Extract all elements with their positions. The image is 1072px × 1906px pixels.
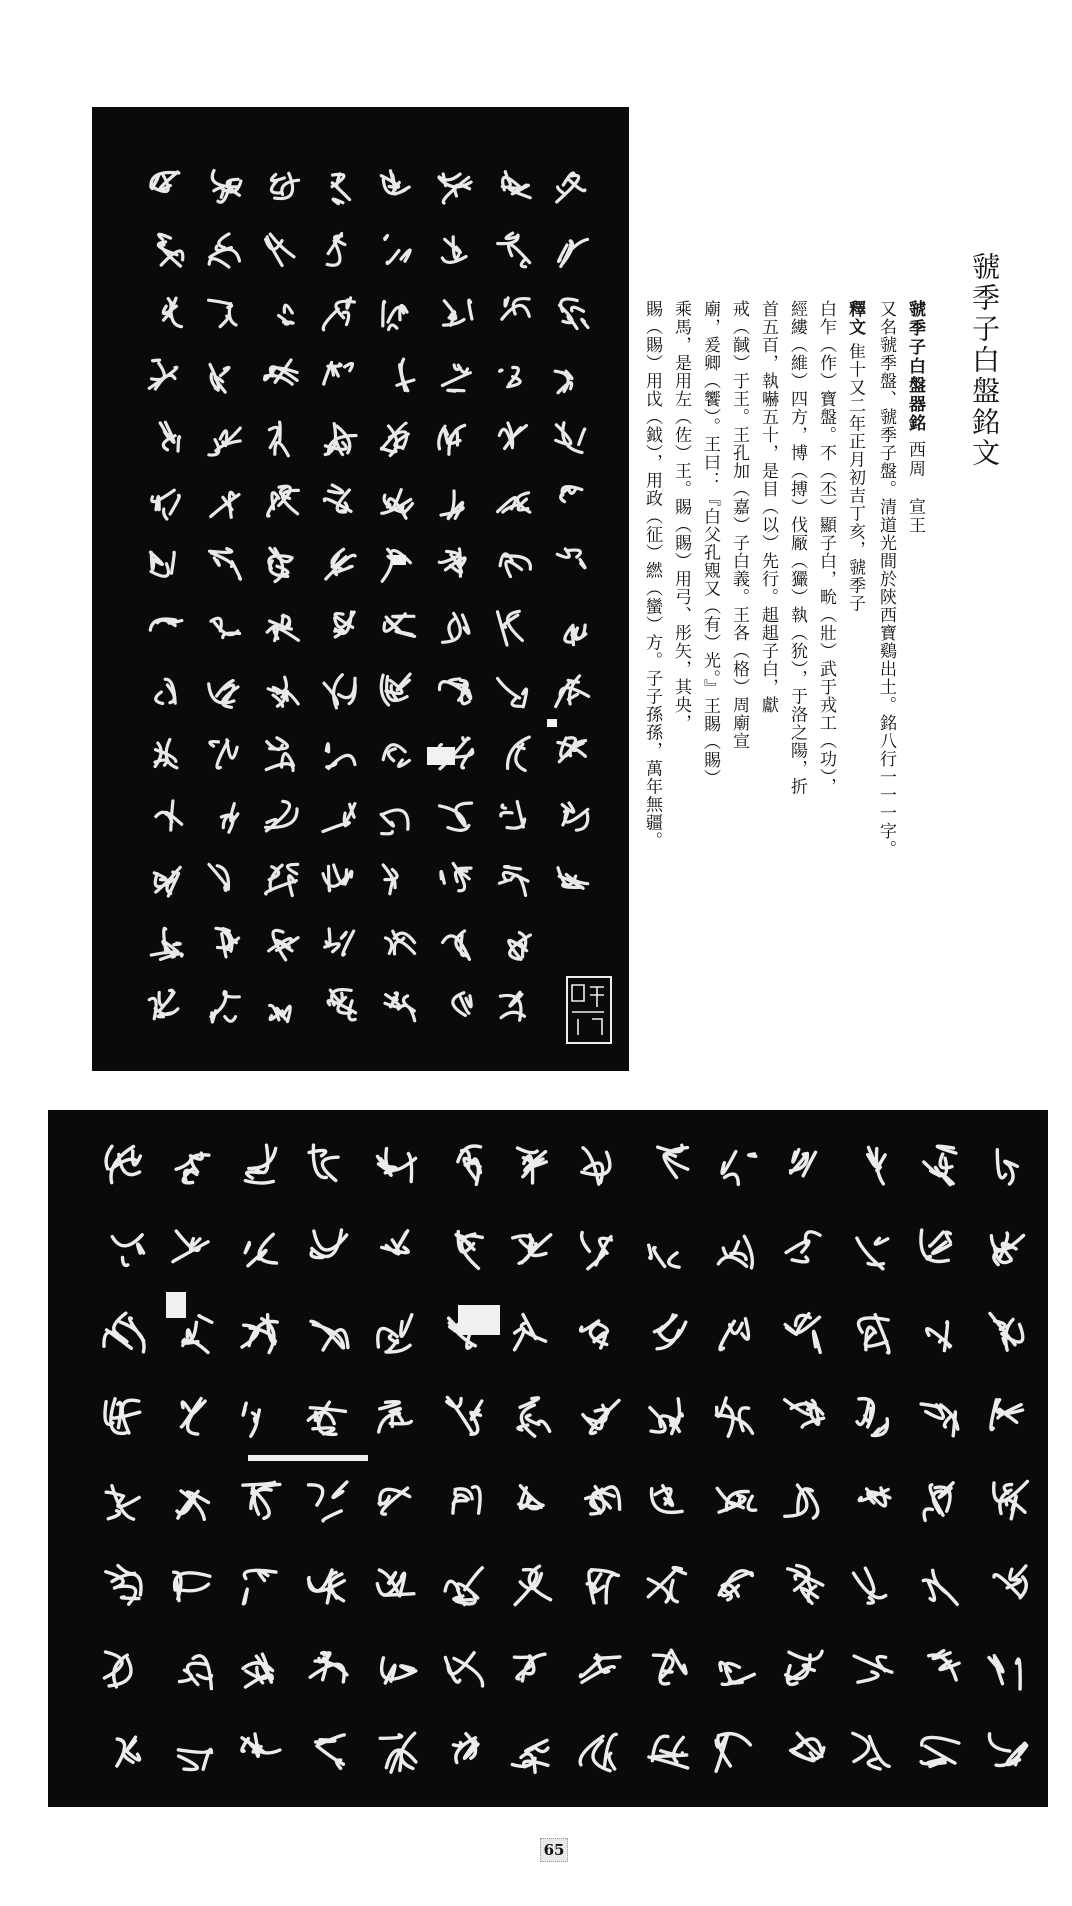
rubbing-glyph [268,486,299,516]
rubbing-glyph [332,174,350,204]
rubbing-glyph [456,1232,482,1269]
rubbing-glyph [556,423,585,453]
transcription-line-3: 經縷（維）四方，博（搏）伐厰（玁）執（狁），于洛之陽，折 [787,300,807,796]
rubbing-glyph [154,867,180,896]
rubbing-glyph [383,865,397,894]
rubbing-glyph [442,365,470,391]
rubbing-glyph [562,803,588,830]
rubbing-glyph [582,1233,612,1269]
rubbing-glyph [854,1656,892,1682]
rubbing-glyph [649,1245,679,1267]
rubbing-glyph [788,1566,823,1604]
rubbing-glyph [439,549,465,576]
rubbing-glyph [857,1238,888,1269]
rubbing-glyph [328,990,356,1020]
rubbing-glyph [221,804,238,833]
rubbing-glyph [385,993,415,1021]
rubbing-glyph [439,174,471,203]
transcription-line-8: 賜（賜）用戉（鉞），用政（征）繎（蠻）方。子子孫孫，萬年無疆。 [642,300,662,850]
rubbing-glyph [386,931,415,954]
rubbing-glyph [379,1488,410,1514]
rubbing-glyph [174,1572,210,1601]
rubbing-glyph [243,1654,273,1687]
rubbing-glyph [442,237,466,263]
rubbing-glyph [106,1486,139,1520]
rubbing-glyph [269,548,292,581]
rubbing-glyph [245,1145,275,1183]
rubbing-glyph [587,1570,618,1603]
rubbing-glyph [921,1404,958,1436]
rubbing-glyph [565,625,586,645]
rubbing-glyph [309,1145,338,1180]
rubbing-glyph [518,1398,550,1436]
rubbing-glyph [211,492,239,517]
rubbing-glyph [210,740,237,768]
rubbing-glyph [924,1483,953,1521]
rubbing-glyph [326,744,355,769]
inscription-rubbing-horizontal [48,1110,1048,1807]
rubbing-glyph [994,1566,1026,1598]
transcription-text: 隹十又二年正月初吉丁亥，虢季子 [845,342,865,613]
rubbing-glyph [518,1148,547,1183]
rubbing-glyph [439,425,465,454]
rubbing-glyph [382,549,410,581]
rubbing-glyph [786,1232,820,1262]
rubbing-glyph [266,234,294,265]
rubbing-glyph [857,1399,887,1436]
rubbing-glyph [499,867,527,896]
rubbing-glyph [447,1397,482,1434]
rubbing-glyph [513,1235,551,1264]
rubbing-glyph [105,1399,140,1434]
rubbing-glyph [785,1314,820,1353]
rubbing-glyph [269,422,288,456]
rubbing-glyph [324,362,353,384]
rubbing-glyph [994,1481,1028,1518]
rubbing-glyph [311,1230,347,1258]
rubbing-glyph [212,171,241,203]
rubbing-glyph [508,737,530,770]
rubbing-glyph [211,992,239,1023]
rubbing-glyph [444,300,472,325]
rubbing-glyph [266,738,293,771]
rubbing-glyph [308,1402,345,1434]
rubbing-glyph [151,172,179,192]
rubbing-glyph [514,1654,545,1681]
rubbing-glyph [180,1656,212,1689]
transcription-line-5: 戒（馘）于王。王孔加（嘉）子白義。王各（格）周廟宣 [729,300,749,750]
rubbing-glyph [923,1570,957,1604]
rubbing-glyph [557,173,585,202]
rubbing-glyph [382,1658,416,1683]
rubbing-glyph [243,1403,259,1436]
rubbing-glyph [719,1571,752,1600]
rubbing-glyph [327,234,345,266]
collector-seal [567,977,611,1043]
rubbing-glyph [439,679,470,704]
rubbing-glyph [269,930,298,960]
transcription-line-7: 乘馬，是用左（佐）王。賜（賜）用弓、彤矢，其央， [671,300,691,732]
rubbing-glyph [384,614,415,637]
rubbing-glyph [561,487,582,502]
rubbing-glyph [308,1570,344,1603]
rubbing-glyph [211,618,240,637]
rubbing-glyph [381,810,408,834]
rubbing-glyph [441,863,471,890]
rubbing-glyph [716,1398,752,1436]
rubbing-glyph [378,1315,412,1352]
rubbing-glyph [441,491,463,519]
rubbing-glyph [924,1146,956,1185]
rubbing-glyph [501,802,525,829]
rubbing-glyph [580,1655,620,1683]
rubbing-glyph [868,1147,885,1183]
rubbing-glyph [383,301,407,329]
transcription-line-2: 白乍（作）寶盤。不（丕）顯子白，㽙（壯）武于戎工（功）， [816,300,836,796]
transcription-line-1 [846,300,863,612]
transcription-line-6: 廟，爰卿（饗）。王曰：『白父孔覭又（有）光。』王賜（賜） [700,300,720,787]
rubbing-glyph [311,1321,348,1350]
rubbing-glyph [989,1734,1026,1766]
rubbing-glyph [991,1400,1023,1430]
rubbing-glyph [209,428,240,455]
rubbing-glyph [326,549,355,579]
rubbing-glyph [325,424,356,455]
rubbing-glyph [654,1650,686,1684]
rubbing-glyph [921,1737,959,1766]
rubbing-glyph [791,1150,816,1176]
rubbing-glyph [557,549,585,568]
rubbing-glyph [156,801,182,830]
rubbing-glyph [498,678,527,707]
rubbing-glyph [316,1735,345,1768]
rubbing-glyph [152,490,180,519]
rubbing-glyphs-top [92,107,629,1071]
rubbing-glyph [155,740,177,768]
rubbing-glyph [324,675,355,708]
rubbing-glyph [104,1652,131,1687]
rubbing-glyph [580,1734,616,1771]
rubbing-glyph [558,868,588,889]
rubbing-glyph [178,1750,211,1770]
inscription-period: 西周 宣王 [905,440,925,536]
rubbing-glyph [989,1656,1020,1689]
rubbing-glyph [112,1235,143,1266]
rubbing-glyph [335,612,355,637]
rubbing-glyph [658,1145,688,1177]
page-title: 虢季子白盤銘文 [968,252,1001,469]
rubbing-glyph [652,1486,683,1513]
rubbing-glyph [209,681,238,708]
rubbing-glyph [268,677,298,706]
rubbing-glyph [498,233,530,267]
rubbing-glyph [445,1653,482,1686]
rubbing-glyph [720,1662,754,1684]
rubbing-glyph [716,1734,750,1772]
rubbing-glyph [500,992,524,1020]
rubbing-glyph [648,1568,685,1602]
rubbing-glyph [717,1488,756,1512]
rubbing-glyph [181,1399,205,1435]
rubbing-glyph [149,990,178,1019]
rubbing-glyph [929,1651,959,1680]
rubbing-glyph [210,549,241,580]
rubbing-glyph [718,1236,752,1268]
rubbing-glyph [309,1482,347,1521]
rubbing-glyph [440,803,472,830]
rubbing-glyph [654,1315,685,1349]
rubbing-glyph [854,1568,886,1603]
rubbing-glyph [499,423,526,449]
rubbing-glyph [117,1737,140,1766]
rubbing-glyph [515,1566,551,1604]
rubbing-glyph [560,299,588,329]
rubbing-glyph [453,1734,478,1763]
rubbing-glyph [279,305,294,324]
rubbing-glyph [443,931,470,960]
rubbing-glyph [498,611,523,645]
rubbing-glyph [150,552,174,576]
rubbing-glyph [245,1234,276,1266]
rubbing-glyph [242,1315,277,1353]
inscription-name: 虢季子白盤器銘 [905,300,925,433]
rubbing-glyph [858,1315,888,1353]
rubbing-glyph [397,359,414,391]
rubbing-glyph [720,1319,749,1350]
rubbing-glyph [173,1231,208,1262]
rubbing-glyph [381,171,409,194]
rubbing-glyph [381,674,410,705]
inscription-description: 又名虢季盤、虢季子盤。清道光間於陝西寶鷄出土。銘八行一一一字。 [876,300,896,858]
rubbing-glyph [583,1400,619,1433]
rubbing-glyph [209,300,236,327]
rubbing-glyph [150,619,182,630]
rubbing-glyph [266,801,297,831]
rubbing-glyph [242,1734,280,1756]
rubbing-glyph [785,1485,818,1518]
rubbing-glyph [453,1487,480,1514]
rubbing-glyphs-bottom [48,1110,1048,1807]
rubbing-glyph [160,422,179,451]
rubbing-glyph [453,993,471,1016]
rubbing-glyph [853,1733,889,1769]
rubbing-glyph [209,234,239,267]
rubbing-glyph [650,1399,682,1434]
rubbing-glyph [149,360,177,389]
rubbing-glyph [498,493,530,512]
rubbing-glyph [791,1733,824,1760]
page-number: 65 [540,1838,568,1862]
rubbing-glyph [385,236,410,264]
rubbing-glyph [383,745,409,767]
rubbing-glyph [990,1314,1023,1351]
rubbing-glyph [556,676,589,707]
rubbing-glyph [158,234,183,266]
rubbing-glyph [581,1321,608,1348]
rubbing-glyph [859,1488,890,1506]
inscription-rubbing-vertical [92,107,629,1071]
rubbing-glyph [382,1231,409,1254]
rubbing-glyph [555,371,572,393]
rubbing-glyph [270,1005,291,1021]
rubbing-glyph [104,1313,144,1352]
transcription-line-4: 首五百，執嚇五十，是目（以）先行。趄趄子白，獻 [758,300,778,714]
rubbing-glyph [163,298,181,327]
rubbing-glyph [927,1322,951,1351]
rubbing-glyph [445,1568,482,1605]
rubbing-glyph [243,1482,280,1518]
rubbing-glyph [379,1402,412,1432]
rubbing-glyph [310,1652,347,1681]
rubbing-glyph [106,1146,140,1183]
rubbing-glyph [586,1487,620,1514]
rubbing-glyph [443,613,469,642]
rubbing-glyph [378,1149,416,1182]
rubbing-glyph [323,804,355,832]
rubbing-glyph [271,173,298,198]
rubbing-glyph [382,490,413,519]
rubbing-glyph [512,1740,548,1772]
rubbing-glyph [156,679,176,703]
rubbing-glyph [323,865,352,891]
rubbing-glyph [325,929,354,955]
rubbing-glyph [519,1486,543,1509]
rubbing-glyph [183,1316,212,1353]
rubbing-glyph [210,364,229,392]
rubbing-glyph [266,864,298,895]
rubbing-glyph [649,1736,688,1768]
rubbing-glyph [216,928,239,957]
rubbing-glyph [582,1148,610,1184]
rubbing-glyph [377,1570,414,1596]
rubbing-glyph [558,738,586,762]
inscription-name-line [906,300,923,535]
rubbing-glyph [151,928,182,959]
rubbing-glyph [324,485,351,512]
rubbing-glyph [722,1152,756,1185]
rubbing-glyph [323,298,354,330]
rubbing-glyph [177,1491,209,1519]
rubbing-glyph [458,1146,481,1184]
rubbing-glyph [500,367,521,386]
rubbing-glyph [500,554,530,577]
rubbing-glyph [786,1651,823,1684]
transcription-label: 釋文 [845,300,865,336]
rubbing-glyph [380,1733,416,1772]
rubbing-glyph [267,615,298,641]
rubbing-glyph [265,360,298,384]
rubbing-glyph [515,1315,546,1350]
rubbing-glyph [382,423,409,455]
rubbing-glyph [509,933,531,960]
rubbing-glyph [997,1150,1017,1184]
rubbing-glyph [243,1570,276,1604]
rubbing-glyph [921,1230,951,1261]
rubbing-glyph [209,865,228,891]
rubbing-glyph [785,1400,824,1427]
rubbing-glyph [991,1233,1023,1265]
rubbing-glyph [502,172,530,198]
rubbing-glyph [502,298,529,319]
rubbing-glyph [106,1566,141,1605]
rubbing-glyph [176,1153,209,1183]
rubbing-glyph [559,239,588,266]
